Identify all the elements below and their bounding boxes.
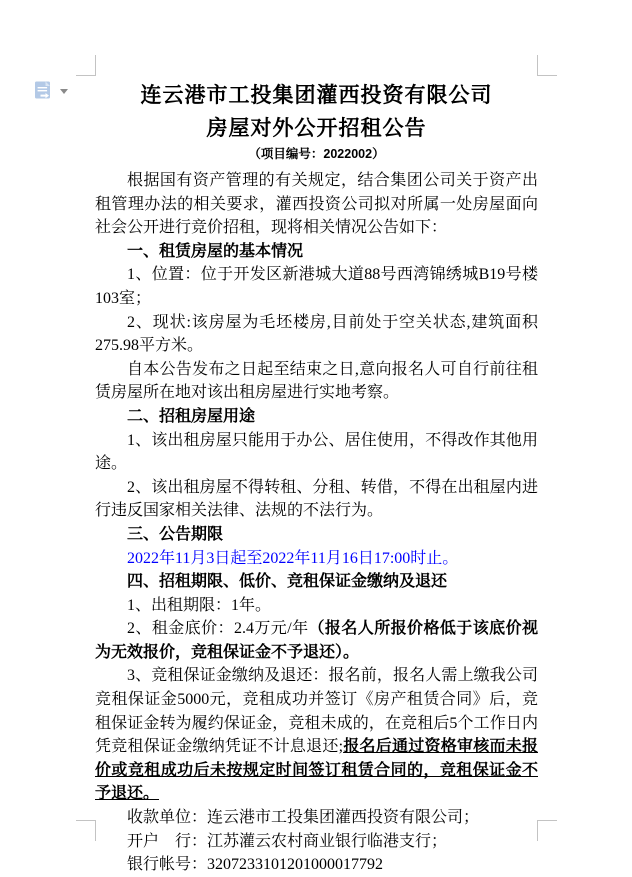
section4-heading: 四、招租期限、低价、竞租保证金缴纳及退还: [127, 573, 448, 591]
bank-line: 开户 行：江苏灌云农村商业银行临港支行；: [127, 832, 448, 850]
announcement-title: 房屋对外公开招租公告: [206, 116, 427, 140]
announcement-period: 2022年11月3日起至2022年11月16日17:00时止。: [127, 549, 459, 567]
paste-options-button[interactable]: [34, 80, 68, 100]
base-rent-text: 2、租金底价：2.4万元/年: [127, 620, 309, 638]
section1-item1-location: 1、位置：位于开发区新港城大道88号西湾锦绣城B19号楼103室；: [95, 266, 538, 307]
margin-mark-top-right: [537, 55, 557, 76]
deposit-text: 3、竞租保证金缴纳及退还：报名前，报名人需上缴我公司竞租保证金5000元，竞租成功并签订《房产租赁合同》后，竞租保证金转为履约保证金，竞租未成的，在竞租后5个工作日内凭竞租保证金缴纳凭证不计息退还;: [95, 667, 538, 756]
intro-paragraph: 根据国有资产管理的有关规定，结合集团公司关于资产出租管理办法的相关要求，灌西投资公司拟对所属一处房屋面向社会公开进行竞价招租，现将相关情况公告如下：: [95, 172, 538, 237]
paste-options-icon: [34, 80, 53, 100]
section4-item3-deposit: [95, 664, 538, 806]
margin-mark-top-left: [76, 55, 96, 76]
dropdown-arrow-icon: [60, 89, 68, 94]
section1-heading: 一、租赁房屋的基本情况: [127, 242, 304, 260]
section1-item2-condition: 2、现状:该房屋为毛坯楼房,目前处于空关状态,建筑面积275.98平方米。: [95, 313, 538, 355]
project-number: （项目编号：2022002）: [248, 147, 385, 161]
payee-line: 收款单位：连云港市工投集团灌西投资有限公司；: [127, 809, 480, 827]
base-rent-bold-note: （报名人所报价格低于该底价视为无效报价，竞租保证金不予退还）。: [95, 620, 538, 661]
account-line: 银行帐号：3207233101201000017792: [127, 856, 384, 874]
section4-item1-lease-term: 1、出租期限：1年。: [127, 596, 272, 614]
company-title: 连云港市工投集团灌西投资有限公司: [140, 83, 493, 107]
section4-item2-base-rent: [95, 617, 538, 664]
margin-mark-bottom-left: [76, 820, 96, 841]
section3-heading: 三、公告期限: [127, 525, 224, 543]
section2-item1-usage: 1、该出租房屋只能用于办公、居住使用，不得改作其他用途。: [95, 431, 538, 473]
announcement-body: [95, 76, 538, 877]
deposit-forfeit-clause: 报名后通过资格审核而未报价或竞租成功后未按规定时间签订租赁合同的，竞租保证金不予退还。: [95, 738, 538, 803]
section2-heading: 二、招租房屋用途: [127, 407, 256, 425]
section1-inspection-note: 自本公告发布之日起至结束之日,意向报名人可自行前往租赁房屋所在地对该出租房屋进行实地考察。: [95, 360, 538, 402]
section2-item2-restrictions: 2、该出租房屋不得转租、分租、转借，不得在出租屋内进行违反国家相关法律、法规的不法行为。: [95, 478, 538, 520]
margin-mark-bottom-right: [537, 820, 557, 841]
